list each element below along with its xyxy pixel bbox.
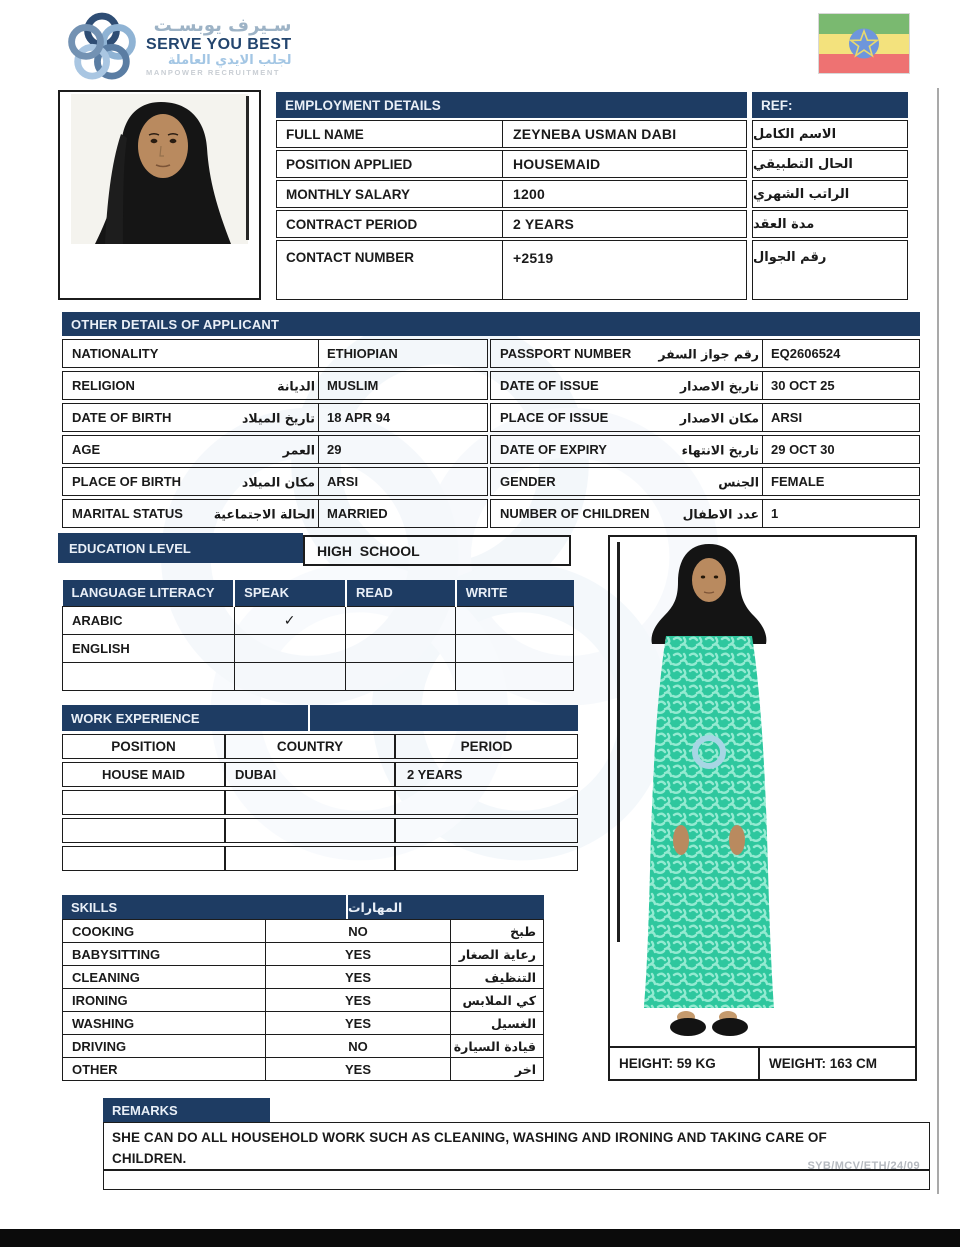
cleaning-label-arabic: التنظيف [451,966,544,989]
english-speak-cell [234,634,346,662]
experience-position: HOUSE MAID [62,762,225,787]
language-empty [63,662,235,690]
period-header: PERIOD [395,734,578,759]
experience-country: DUBAI [225,762,395,787]
number-of-children-value: 1 [771,506,779,521]
place-of-birth-label: PLACE OF BIRTH [72,474,182,489]
agency-name-arabic: سـيرف يوبسـت [153,15,292,36]
language-arabic: ARABIC [63,606,235,634]
place-of-issue-value: ARSI [771,410,803,425]
scan-bottom-bar [0,1229,960,1247]
experience-period-empty [395,790,578,815]
scan-page-edge-line [937,88,939,1194]
other-details-table [62,339,920,531]
place-of-issue-label: PLACE OF ISSUE [500,410,609,425]
table-row [62,818,578,843]
table-row [276,240,908,300]
skills-header: SKILLS [62,895,346,919]
passport-photo-image [71,94,248,244]
place-of-issue-label-arabic: مكان الاصدار [679,410,759,425]
experience-country-empty [225,818,395,843]
table-row [63,1058,544,1081]
religion-value: MUSLIM [327,378,379,393]
arabic-write-cell [456,606,574,634]
measurements-row [610,1046,915,1079]
employment-details-header: EMPLOYMENT DETAILS [276,92,747,118]
marital-status-label: MARITAL STATUS [72,506,183,521]
work-experience-header: WORK EXPERIENCE [62,705,308,731]
contact-number-label: CONTACT NUMBER [277,241,503,299]
place-of-birth-value: ARSI [327,474,359,489]
cleaning-label: CLEANING [63,966,266,989]
washing-label-arabic: الغسيل [451,1012,544,1035]
experience-period: 2 YEARS [395,762,578,787]
nationality-label: NATIONALITY [72,346,159,361]
date-of-birth-value: 18 APR 94 [327,410,391,425]
country-header: COUNTRY [225,734,395,759]
number-of-children-label: NUMBER OF CHILDREN [500,506,650,521]
contract-period-label-arabic: مدة العقد [752,210,908,238]
skills-header-arabic: المهارات [348,895,544,919]
babysitting-value: YES [266,943,451,966]
babysitting-label-arabic: رعاية الصغار [451,943,544,966]
english-write-cell [456,634,574,662]
scan-artifact-line [617,542,620,942]
table-row [62,790,578,815]
ethiopia-flag-icon [818,13,910,74]
ref-header: REF: [752,92,908,118]
nationality-value: ETHIOPIAN [327,346,398,361]
age-label: AGE [72,442,101,457]
write-header: WRITE [456,580,574,606]
date-of-issue-value: 30 OCT 25 [771,378,835,393]
full-name-value: ZEYNEBA USMAN DABI [513,126,677,142]
table-row [63,634,574,662]
english-read-cell [346,634,456,662]
washing-value: YES [266,1012,451,1035]
agency-logo-text [146,16,292,77]
arabic-read-cell [346,606,456,634]
table-row [63,662,574,690]
applicant-fullbody-photo [608,535,917,1081]
table-row [63,606,574,634]
washing-label: WASHING [63,1012,266,1035]
other-skill-value: YES [266,1058,451,1081]
table-row [276,180,908,208]
remarks-header: REMARKS [103,1098,270,1122]
table-row [63,943,544,966]
employment-details-table [276,92,908,302]
driving-label-arabic: قيادة السيارة [451,1035,544,1058]
table-header-row [62,734,578,759]
weight-value: WEIGHT: 163 CM [769,1056,878,1071]
table-row [276,120,908,148]
position-header: POSITION [62,734,225,759]
passport-number-label: PASSPORT NUMBER [500,346,632,361]
language-english: ENGLISH [63,634,235,662]
applicant-passport-photo [58,90,261,300]
table-row [63,989,544,1012]
contract-period-value: 2 YEARS [513,216,575,232]
remarks-text: SHE CAN DO ALL HOUSEHOLD WORK SUCH AS CLEANING, WASHING AND IRONING AND TAKING CARE OF CHILDREN. [112,1130,827,1166]
divider [104,1169,929,1171]
other-details-header: OTHER DETAILS OF APPLICANT [62,312,920,336]
experience-country-empty [225,790,395,815]
height-value: HEIGHT: 59 KG [610,1048,760,1079]
language-literacy-header: LANGUAGE LITERACY [63,580,235,606]
marital-status-value: MARRIED [327,506,388,521]
cooking-value: NO [266,920,451,943]
skills-table [62,919,544,1081]
experience-period-empty [395,846,578,871]
empty-read-cell [346,662,456,690]
education-level-value: HIGH SCHOOL [303,535,571,566]
language-literacy-table [62,580,574,691]
contract-period-label: CONTRACT PERIOD [277,211,503,237]
cooking-label: COOKING [63,920,266,943]
table-row [62,762,578,787]
skills-header-band [62,895,544,919]
gender-value: FEMALE [771,474,825,489]
speak-header: SPEAK [234,580,346,606]
cleaning-value: YES [266,966,451,989]
other-skill-label-arabic: اخر [451,1058,544,1081]
age-value: 29 [327,442,342,457]
monthly-salary-label-arabic: الراتب الشهري [752,180,908,208]
full-name-label: FULL NAME [277,121,503,147]
gender-label-arabic: الجنس [718,474,759,489]
experience-period-empty [395,818,578,843]
babysitting-label: BABYSITTING [63,943,266,966]
agency-tagline: MANPOWER RECRUITMENT [146,67,281,77]
table-row [62,435,920,464]
agency-name: SERVE YOU BEST [146,36,292,54]
religion-label-arabic: الديانة [277,378,315,393]
religion-label: RELIGION [72,378,135,393]
contact-number-label-arabic: رقم الجوال [752,240,908,300]
empty-write-cell [456,662,574,690]
agency-subtitle-arabic: لجلب الايدي العاملة [167,53,292,69]
other-skill-label: OTHER [63,1058,266,1081]
contact-number-value: +2519 [513,250,554,266]
driving-value: NO [266,1035,451,1058]
table-row [62,467,920,496]
full-name-label-arabic: الاسم الكامل [752,120,908,148]
scan-artifact-line [246,96,249,240]
driving-label: DRIVING [63,1035,266,1058]
ironing-label-arabic: كي الملابس [451,989,544,1012]
table-row [63,1035,544,1058]
ironing-label: IRONING [63,989,266,1012]
empty-speak-cell [234,662,346,690]
arabic-speak-checkmark: ✓ [234,606,346,634]
table-row [276,150,908,178]
table-row [63,966,544,989]
experience-position-empty [62,846,225,871]
table-row [62,499,920,528]
table-row [62,371,920,400]
date-of-birth-label: DATE OF BIRTH [72,410,172,425]
cooking-label-arabic: طبخ [451,920,544,943]
table-row [63,920,544,943]
table-row [276,210,908,238]
experience-country-empty [225,846,395,871]
table-row [62,339,920,368]
position-applied-value: HOUSEMAID [513,156,601,172]
gender-label: GENDER [500,474,556,489]
number-of-children-label-arabic: عدد الاطفال [682,506,759,521]
monthly-salary-value: 1200 [513,186,545,202]
table-row [63,1012,544,1035]
education-level-label: EDUCATION LEVEL [58,533,303,563]
passport-number-value: EQ2606524 [771,346,841,361]
fullbody-photo-image [624,540,794,1048]
table-row [62,846,578,871]
document-ref-code: SYB/MCV/ETH/24/09 [807,1160,920,1172]
position-applied-label: POSITION APPLIED [277,151,503,177]
table-row [62,403,920,432]
passport-number-label-arabic: رقم جواز السفر [658,346,759,361]
position-applied-label-arabic: الحال التطبيقي [752,150,908,178]
work-experience-table [62,731,578,874]
remarks-box [103,1122,930,1190]
date-of-expiry-label-arabic: تاريخ الانتهاء [681,442,759,457]
work-experience-header-extension [310,705,578,731]
date-of-issue-label-arabic: تاريخ الاصدار [679,378,759,393]
date-of-birth-label-arabic: تاريخ الميلاد [241,410,315,425]
work-experience-header-band [62,705,578,731]
agency-logo-knot-icon [64,10,140,86]
experience-position-empty [62,790,225,815]
date-of-issue-label: DATE OF ISSUE [500,378,599,393]
date-of-expiry-label: DATE OF EXPIRY [500,442,607,457]
place-of-birth-label-arabic: مكان الميلاد [241,474,315,489]
age-label-arabic: العمر [282,442,315,457]
monthly-salary-label: MONTHLY SALARY [277,181,503,207]
date-of-expiry-value: 29 OCT 30 [771,442,835,457]
experience-position-empty [62,818,225,843]
marital-status-label-arabic: الحالة الاجتماعية [213,506,315,521]
read-header: READ [346,580,456,606]
ironing-value: YES [266,989,451,1012]
